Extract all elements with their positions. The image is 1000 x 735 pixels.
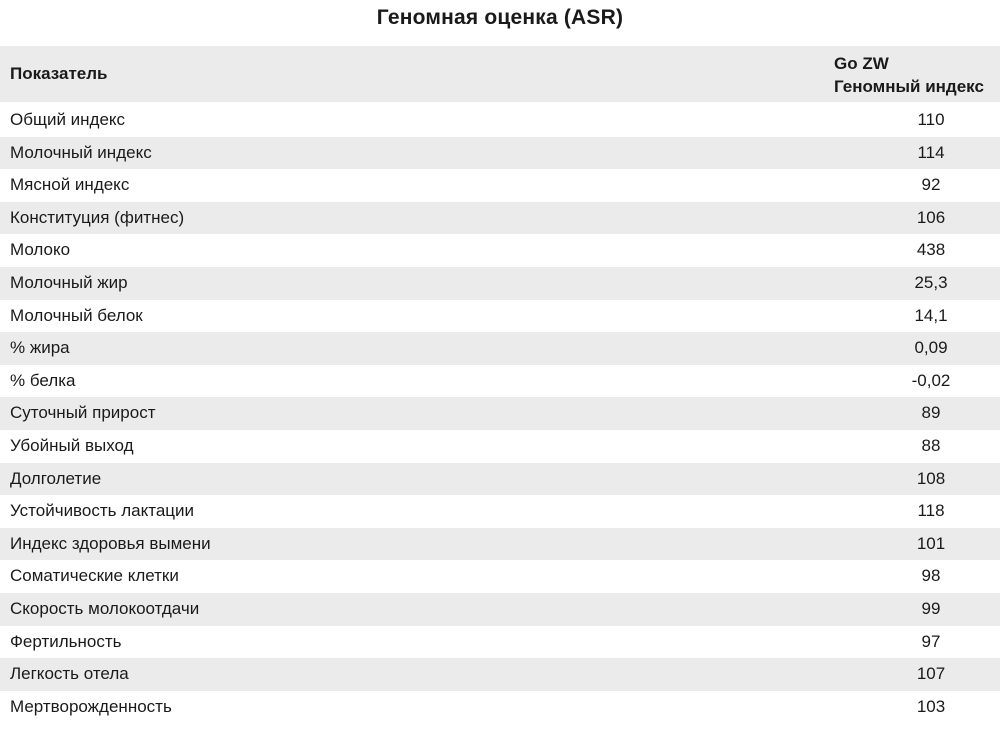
table-row	[0, 300, 1000, 333]
table-row	[0, 430, 1000, 463]
table-row	[0, 626, 1000, 659]
header-value-line2: Геномный индекс	[834, 77, 984, 96]
row-value: 438	[916, 240, 946, 260]
row-indicator: Молоко	[10, 240, 71, 260]
row-value: 107	[916, 664, 946, 684]
row-indicator: Устойчивость лактации	[10, 501, 195, 521]
row-value: 114	[917, 142, 945, 162]
table-row	[0, 267, 1000, 300]
row-indicator: Убойный выход	[10, 435, 134, 455]
table-header	[0, 46, 1000, 102]
row-indicator: Долголетие	[10, 468, 102, 488]
row-value: 89	[921, 403, 941, 423]
table-row	[0, 104, 1000, 137]
table-row	[0, 202, 1000, 235]
row-value: 25,3	[914, 272, 948, 292]
table-row	[0, 495, 1000, 528]
row-value: 101	[916, 533, 946, 553]
table-row	[0, 397, 1000, 430]
row-value: 103	[916, 696, 946, 716]
table-row	[0, 528, 1000, 561]
row-indicator: % белка	[10, 370, 76, 390]
row-indicator: Соматические клетки	[10, 566, 179, 586]
row-value: 98	[921, 566, 941, 586]
table-row	[0, 691, 1000, 724]
row-value: -0,02	[911, 370, 951, 390]
row-indicator: % жира	[10, 338, 70, 358]
row-indicator: Мертворожденность	[10, 696, 172, 716]
header-value-line1: Go ZW	[834, 54, 889, 73]
row-indicator: Суточный прирост	[10, 403, 156, 423]
row-indicator: Мясной индекс	[10, 175, 130, 195]
row-value: 88	[921, 435, 941, 455]
row-value: 14,1	[914, 305, 948, 325]
row-value: 0,09	[914, 338, 948, 358]
row-value: 97	[921, 631, 941, 651]
table-row	[0, 593, 1000, 626]
row-indicator: Конституция (фитнес)	[10, 207, 185, 227]
table-row	[0, 365, 1000, 398]
table-row	[0, 234, 1000, 267]
row-indicator: Молочный индекс	[10, 142, 152, 162]
row-indicator: Индекс здоровья вымени	[10, 533, 211, 553]
row-value: 92	[921, 175, 941, 195]
table-body	[0, 104, 1000, 723]
table-row	[0, 137, 1000, 170]
row-indicator: Скорость молокоотдачи	[10, 598, 200, 618]
row-value: 118	[917, 501, 945, 521]
header-indicator: Показатель	[10, 64, 108, 83]
table-row	[0, 169, 1000, 202]
row-value: 110	[917, 110, 945, 129]
row-indicator: Легкость отела	[10, 664, 129, 684]
row-value: 108	[916, 468, 946, 488]
row-indicator: Общий индекс	[10, 110, 126, 129]
table-row	[0, 463, 1000, 496]
row-value: 106	[916, 207, 946, 227]
row-indicator: Молочный белок	[10, 305, 143, 325]
table-title: Геномная оценка (ASR)	[376, 6, 624, 29]
table-row	[0, 332, 1000, 365]
row-indicator: Молочный жир	[10, 272, 128, 292]
row-value: 99	[921, 598, 941, 618]
header-value	[834, 52, 984, 98]
table-row	[0, 560, 1000, 593]
row-indicator: Фертильность	[10, 631, 122, 651]
table-row	[0, 658, 1000, 691]
